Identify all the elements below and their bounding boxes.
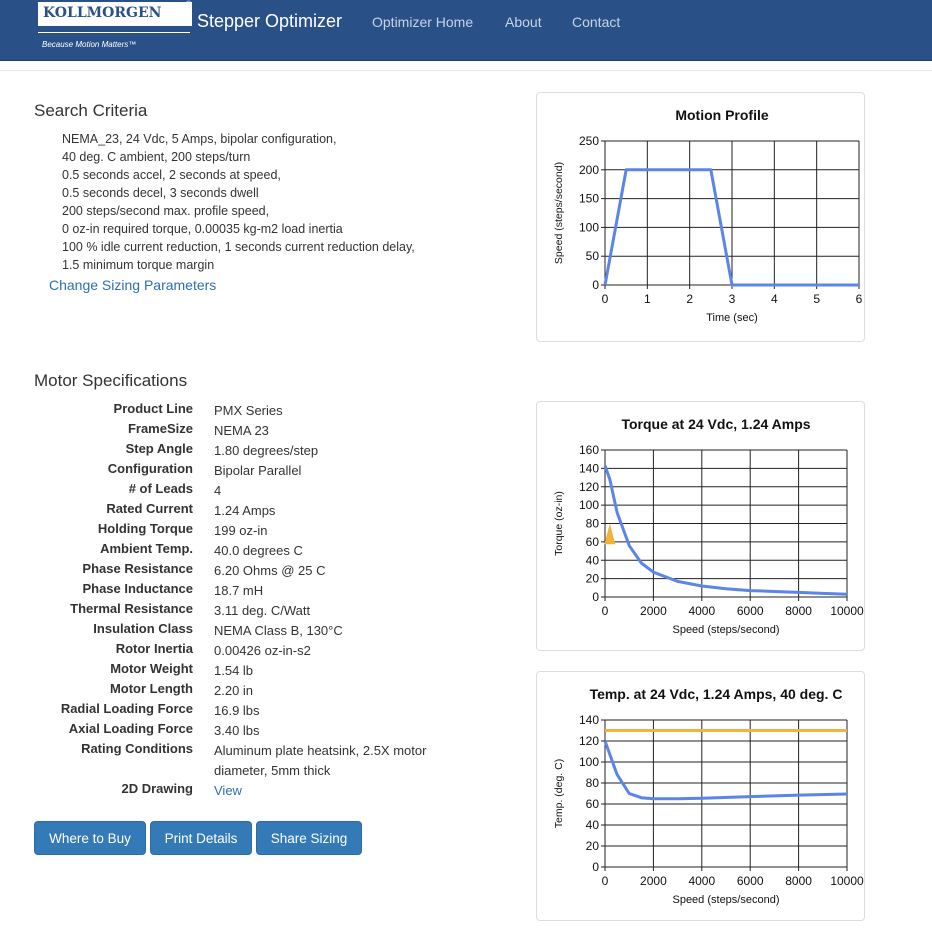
motor-specifications-heading: Motor Specifications [34, 371, 188, 390]
change-sizing-parameters-link[interactable]: Change Sizing Parameters [49, 277, 217, 293]
y-tick-label: 40 [585, 553, 599, 568]
x-tick-label: 6 [855, 292, 863, 306]
spec-value: NEMA Class B, 130°C [214, 623, 343, 638]
spec-label: Step Angle [125, 441, 193, 456]
top-navbar [0, 0, 932, 61]
spec-value: 40.0 degrees C [214, 543, 303, 558]
x-axis-label: Time (sec) [706, 312, 758, 324]
spec-label: Ambient Temp. [100, 541, 193, 556]
chart-group [553, 686, 864, 906]
series-line [605, 466, 847, 595]
y-tick-label: 120 [578, 479, 599, 494]
nav-contact[interactable]: Contact [572, 14, 621, 30]
y-tick-label: 140 [578, 713, 599, 727]
chart-group [553, 416, 864, 636]
nav-optimizer-home[interactable]: Optimizer Home [372, 14, 474, 30]
chart-group [553, 107, 863, 324]
x-tick-label: 4000 [688, 604, 716, 618]
motion-profile-panel [536, 92, 865, 342]
y-tick-label: 60 [585, 797, 599, 811]
spec-label: Motor Length [109, 681, 193, 696]
spec-value: 1.54 lb [214, 663, 254, 678]
criteria-line: 200 steps/second max. profile speed, [62, 204, 270, 218]
x-tick-label: 8000 [785, 874, 812, 888]
x-tick-label: 5 [813, 292, 821, 306]
spec-label: Phase Inductance [82, 581, 193, 596]
torque-panel [536, 401, 865, 651]
search-criteria-heading: Search Criteria [34, 101, 148, 120]
criteria-line: 100 % idle current reduction, 1 seconds current reduction delay, [62, 240, 415, 254]
spec-label: Rating Conditions [81, 741, 193, 756]
criteria-line: 0.5 seconds accel, 2 seconds at speed, [62, 168, 281, 182]
y-axis-label: Torque (oz-in) [553, 491, 565, 556]
spec-value: 6.20 Ohms @ 25 C [214, 563, 326, 578]
series-line [605, 741, 847, 799]
chart-title: Temp. at 24 Vdc, 1.24 Amps, 40 deg. C [589, 686, 843, 702]
x-tick-label: 10000 [830, 874, 864, 888]
chart-title: Motion Profile [675, 107, 769, 123]
y-tick-label: 40 [585, 818, 599, 832]
y-tick-label: 0 [592, 860, 599, 874]
spec-value: 18.7 mH [214, 583, 264, 598]
share-sizing-button[interactable]: Share Sizing [256, 821, 362, 855]
nav-about[interactable]: About [505, 14, 542, 30]
y-tick-label: 200 [578, 162, 599, 177]
kollmorgen-logo[interactable] [38, 2, 192, 52]
y-tick-label: 0 [592, 590, 599, 604]
x-tick-label: 8000 [785, 604, 812, 618]
view-2d-drawing-link[interactable]: View [214, 783, 242, 798]
temperature-panel [536, 671, 865, 921]
criteria-line: 0 oz-in required torque, 0.00035 kg-m2 load inertia [62, 222, 343, 236]
spec-label: Thermal Resistance [70, 601, 193, 616]
spec-label: FrameSize [127, 421, 193, 436]
y-tick-label: 140 [578, 461, 599, 476]
spec-value: 3.40 lbs [214, 723, 260, 738]
y-tick-label: 20 [585, 839, 599, 853]
spec-label: Motor Weight [110, 661, 193, 676]
x-tick-label: 0 [601, 874, 609, 888]
x-tick-label: 4 [770, 292, 778, 306]
y-tick-label: 80 [585, 516, 599, 531]
spec-value: 16.9 lbs [214, 703, 260, 718]
spec-label: Holding Torque [97, 521, 193, 536]
x-tick-label: 3 [728, 292, 736, 306]
x-tick-label: 2000 [640, 604, 667, 618]
y-tick-label: 80 [585, 776, 599, 790]
criteria-line: NEMA_23, 24 Vdc, 5 Amps, bipolar configuration, [62, 132, 337, 146]
search-criteria-list [62, 130, 415, 274]
y-tick-label: 100 [578, 220, 599, 235]
criteria-line: 0.5 seconds decel, 3 seconds dwell [62, 186, 259, 200]
y-tick-label: 100 [578, 498, 599, 513]
series-area [605, 525, 615, 543]
y-tick-label: 150 [578, 191, 599, 206]
motion-profile-chart [537, 93, 864, 341]
x-axis-label: Speed (steps/second) [672, 624, 780, 636]
spec-value: 1.24 Amps [214, 503, 276, 518]
x-tick-label: 2000 [640, 874, 667, 888]
spec-value: Aluminum plate heatsink, 2.5X motor diameter, 5mm thick [214, 743, 427, 778]
y-tick-label: 120 [578, 734, 599, 748]
chart-title: Torque at 24 Vdc, 1.24 Amps [621, 416, 811, 432]
y-tick-label: 250 [578, 134, 599, 148]
temperature-chart [537, 672, 864, 920]
app-brand[interactable]: Stepper Optimizer [197, 11, 343, 31]
spec-value: 1.80 degrees/step [214, 443, 319, 458]
x-tick-label: 2 [686, 292, 694, 306]
spec-label: Radial Loading Force [60, 701, 193, 716]
spec-label: Rated Current [106, 501, 193, 516]
header-rule [0, 70, 932, 71]
y-tick-label: 60 [585, 534, 599, 549]
where-to-buy-button[interactable]: Where to Buy [34, 821, 146, 855]
spec-value: 4 [214, 483, 222, 498]
logo-divider [38, 32, 190, 33]
logo-tagline: Because Motion Matters™ [42, 40, 137, 49]
x-tick-label: 10000 [830, 604, 864, 618]
x-tick-label: 0 [601, 604, 609, 618]
spec-value: 2.20 in [214, 683, 254, 698]
criteria-line: 1.5 minimum torque margin [62, 258, 215, 272]
x-axis-label: Speed (steps/second) [672, 894, 780, 906]
spec-value: 199 oz-in [214, 523, 268, 538]
y-axis-label: Temp. (deg. C) [553, 758, 565, 829]
x-tick-label: 6000 [736, 604, 764, 618]
spec-label: Phase Resistance [82, 561, 193, 576]
logo-registered: ® [186, 1, 192, 8]
spec-label: 2D Drawing [121, 781, 193, 796]
y-tick-label: 100 [578, 755, 599, 769]
print-details-button[interactable]: Print Details [150, 821, 252, 855]
y-tick-label: 160 [578, 443, 599, 457]
x-tick-label: 0 [601, 292, 609, 306]
spec-label: Insulation Class [93, 621, 193, 636]
logo-text: KOLLMORGEN [43, 5, 162, 21]
y-tick-label: 0 [592, 278, 599, 292]
y-axis-label: Speed (steps/second) [553, 161, 565, 265]
torque-chart [537, 402, 864, 650]
spec-value: 0.00426 oz-in-s2 [214, 643, 311, 658]
x-tick-label: 1 [643, 292, 651, 306]
spec-value: PMX Series [214, 403, 283, 418]
spec-label: Configuration [107, 461, 193, 476]
logo-box [38, 2, 192, 26]
x-tick-label: 6000 [736, 874, 764, 888]
criteria-line: 40 deg. C ambient, 200 steps/turn [62, 150, 251, 164]
spec-label: Rotor Inertia [115, 641, 193, 656]
spec-label: # of Leads [128, 481, 193, 496]
spec-label: Product Line [113, 401, 193, 416]
x-tick-label: 4000 [688, 874, 716, 888]
spec-label: Axial Loading Force [68, 721, 193, 736]
spec-value: Bipolar Parallel [214, 463, 302, 478]
y-tick-label: 20 [585, 571, 599, 586]
spec-value: NEMA 23 [214, 423, 269, 438]
spec-value: 3.11 deg. C/Watt [214, 603, 311, 618]
y-tick-label: 50 [585, 249, 599, 264]
